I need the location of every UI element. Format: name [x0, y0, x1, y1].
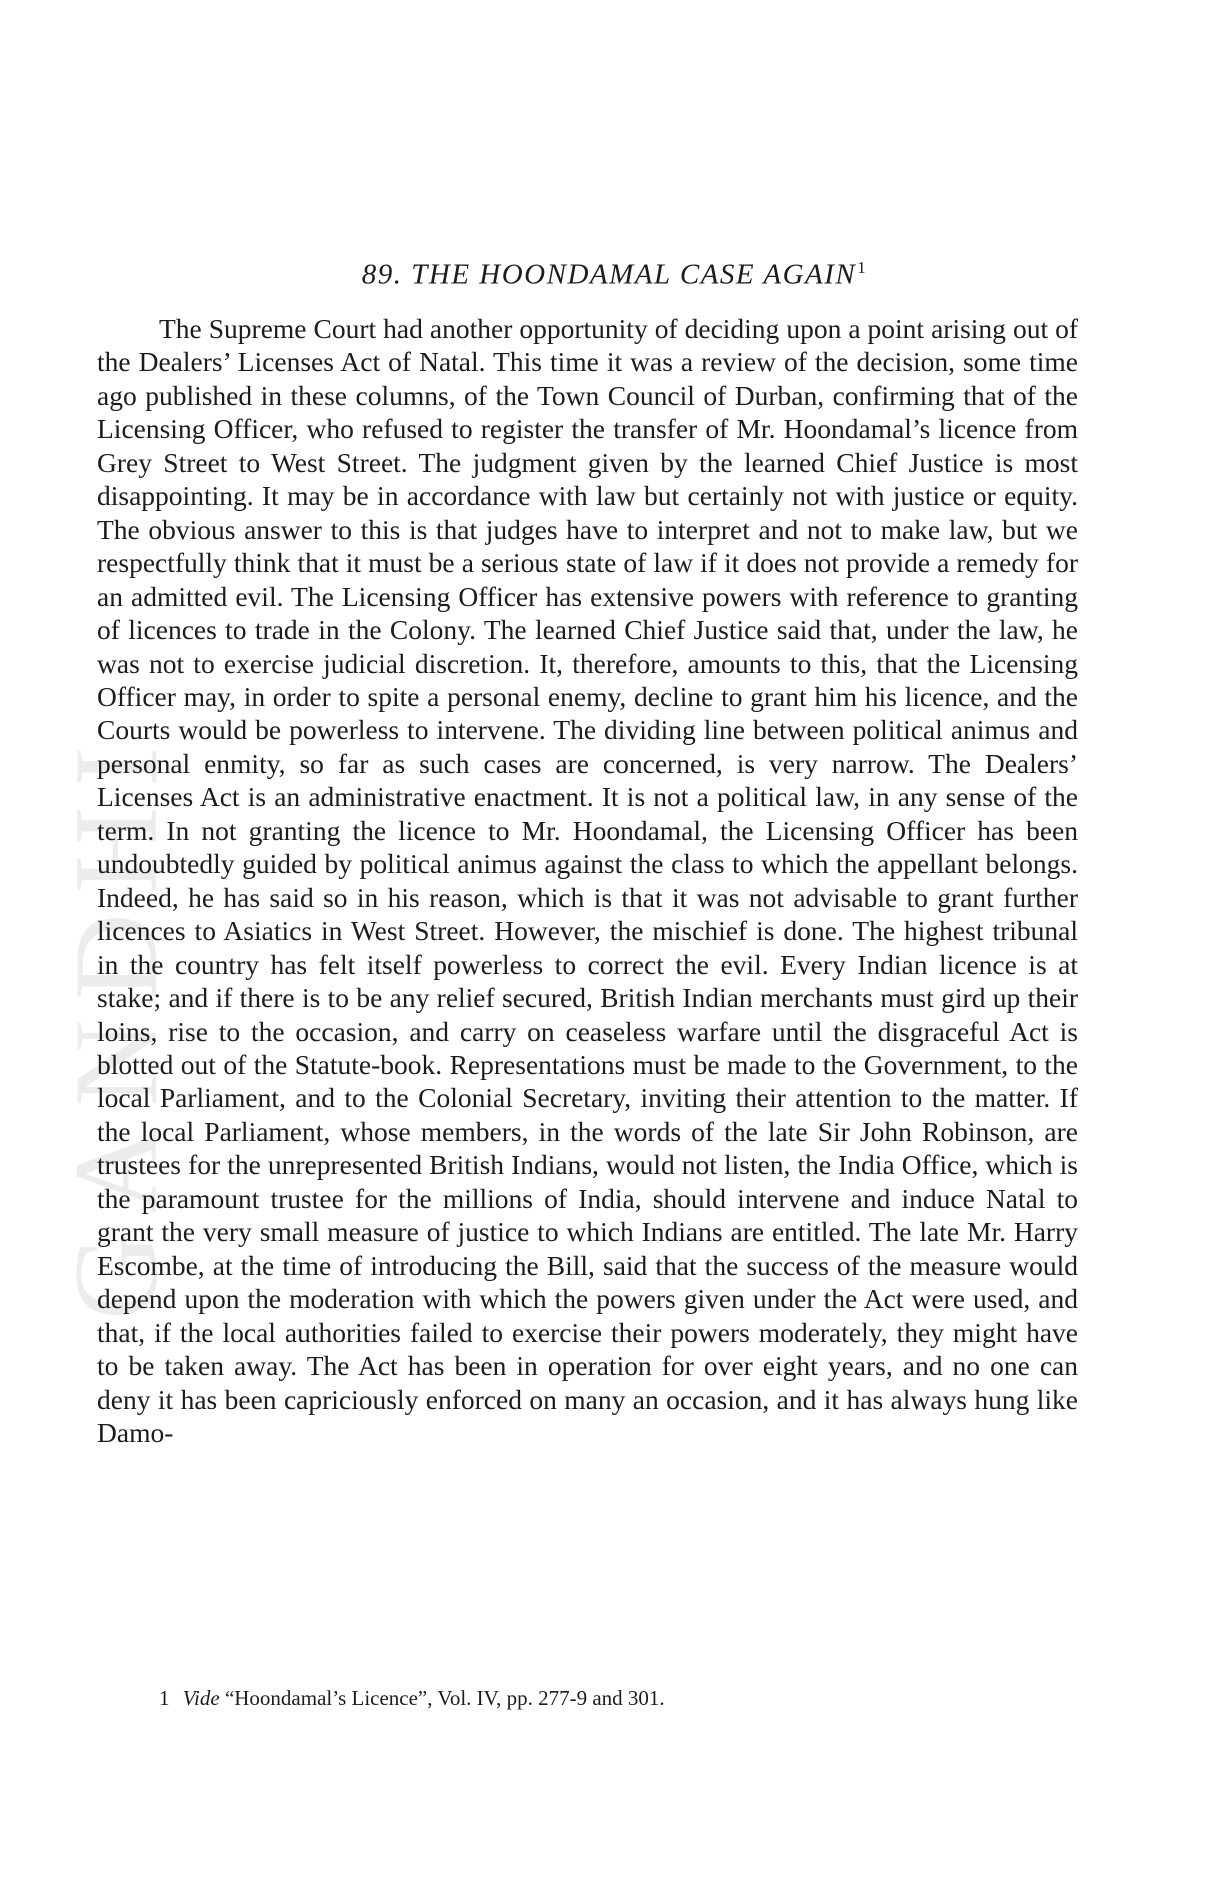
footnote-text: “Hoondamal’s Licence”, Vol. IV, pp. 277-9 and 301. [224, 1686, 665, 1710]
footnote-reference: 1 [857, 258, 868, 277]
footnote [159, 1684, 1059, 1712]
article-number: 89. [361, 258, 403, 291]
footnote-number: 1 [159, 1686, 170, 1710]
watermark: GANDHI [49, 726, 182, 1320]
footnote-vide: Vide [182, 1686, 220, 1710]
article-heading: THE HOONDAMAL CASE AGAIN [411, 258, 857, 291]
body-paragraph: The Supreme Court had another opportunity of deciding upon a point arising out of the Dealers’ Licenses Act of Natal. This time it was a review of the decision, some time ago published in these columns, of the Town Council of Durban, confirming that of the Licensing Officer, who refused to register the transfer of Mr. Hoondamal’s licence from Grey Street to West Street. The judgment given by the learned Chief Justice is most disappointing. It may be in accordance with law but certainly not with justice or equity. The obvious answer to this is that judges have to interpret and not to make law, but we respectfully think that it must be a serious state of law if it does not provide a remedy for an admitted evil. The Licensing Officer has extensive powers with reference to granting of licences to trade in the Colony. The learned Chief Justice said that, under the law, he was not to exercise judicial discretion. It, therefore, amounts to this, that the Licensing Officer may, in order to spite a personal enemy, decline to grant him his licence, and the Courts would be powerless to intervene. The dividing line between political animus and personal enmity, so far as such cases are concerned, is very narrow. The Dealers’ Licenses Act is an administrative enactment. It is not a political law, in any sense of the term. In not granting the licence to Mr. Hoondamal, the Licensing Officer has been undoubtedly guided by political animus against the class to which the appellant belongs. Indeed, he has said so in his reason, which is that it was not advisable to grant further licences to Asiatics in West Street. However, the mischief is done. The highest tribunal in the country has felt itself powerless to correct the evil. Every Indian licence is at stake; and if there is to be any relief secured, British Indian merchants must gird up their loins, rise to the occasion, and carry on ceaseless warfare until the disgraceful Act is blotted out of the Statute-book. Representations must be made to the Government, to the local Parliament, and to the Colonial Secretary, inviting their attention to the matter. If the local Parliament, whose members, in the words of the late Sir John Robinson, are trustees for the unrepresented British Indians, would not listen, the India Office, which is the paramount trustee for the millions of India, should intervene and induce Natal to grant the very small measure of justice to which Indians are entitled. The late Mr. Harry Escombe, at the time of introducing the Bill, said that the success of the measure would depend upon the moderation with which the powers given under the Act were used, and that, if the local authorities failed to exercise their powers moderately, they might have to be taken away. The Act has been in operation for over eight years, and no one can deny it has been capriciously enforced on many an occasion, and it has always hung like Damo- [97, 313, 1078, 1448]
article-title [0, 258, 1229, 292]
